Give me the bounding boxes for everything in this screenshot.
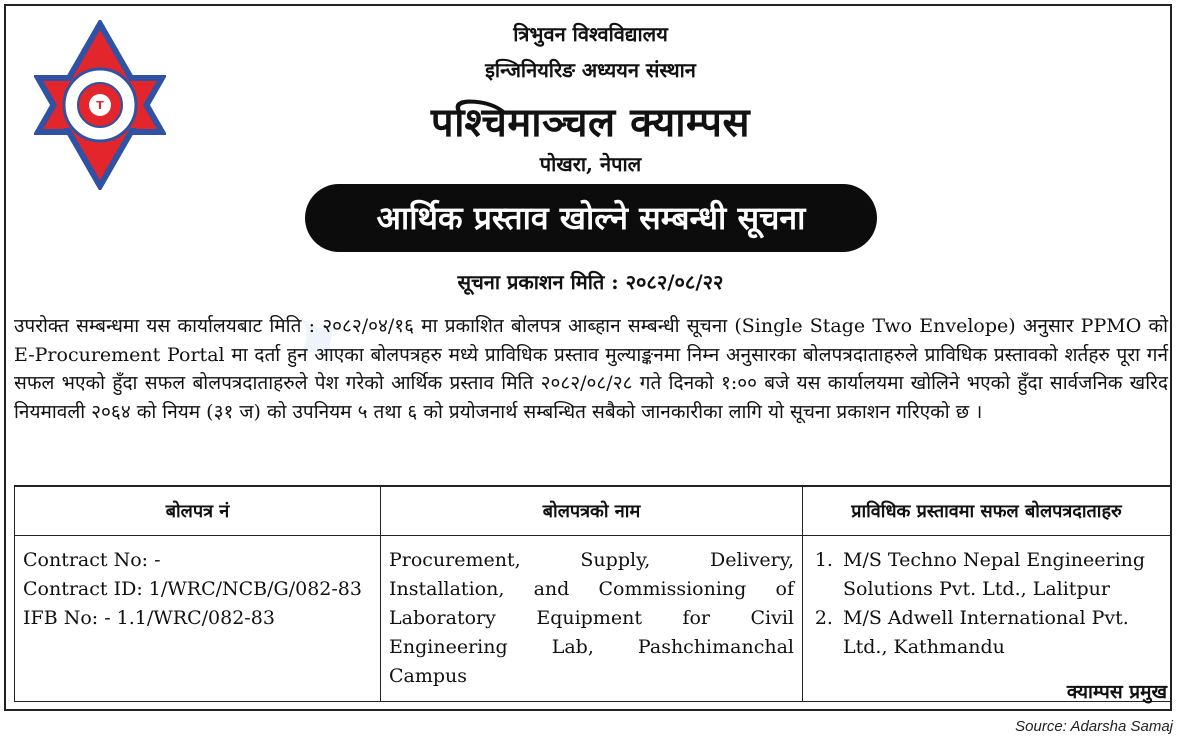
notice-title: आर्थिक प्रस्ताव खोल्ने सम्बन्धी सूचना (305, 184, 877, 252)
bid-number-cell (15, 536, 381, 702)
header-bid-number: बोलपत्र नं (15, 486, 381, 536)
table-row (15, 536, 1171, 702)
header-bid-name: बोलपत्रको नाम (381, 486, 803, 536)
list-item: 1. M/S Techno Nepal Engineering Solutions Pvt. Ltd., Lalitpur (839, 546, 1162, 604)
contract-no: Contract No: - (23, 549, 161, 571)
notice-body: उपरोक्त सम्बन्धमा यस कार्यालयबाट मिति : २०८२/०४/१६ मा प्रकाशित बोलपत्र आब्हान सम्बन्धी सूचना (Single Stage Two Envelope) अनुसार PPMO को E-Procurement Portal मा दर्ता हुन आएका बोलपत्रहरु मध्ये प्राविधिक प्रस्ताव मुल्याङ्कनमा निम्न अनुसारका बोलपत्रदाताहरुले प्राविधिक प्रस्तावको शर्तहरु पूरा गर्न सफल भएको हुँदा सफल बोलपत्रदाताहरुले पेश गरेको आर्थिक प्रस्ताव मिति २०८२/०८/२८ गते दिनको १:०० बजे यस कार्यालयमा खोलिने भएको हुँदा सार्वजनिक खरिद नियमावली २०६४ को नियम (३१ ज) को उपनियम ५ तथा ६ को प्रयोजनार्थ सम्बन्धित सबैको जानकारीका लागि यो सूचना प्रकाशन गरिएको छ । (14, 315, 1168, 423)
bidder-list (811, 546, 1162, 662)
svg-text:T: T (96, 99, 104, 112)
contract-id: Contract ID: 1/WRC/NCB/G/082-83 (23, 578, 362, 600)
signatory: क्याम्पस प्रमुख (1066, 681, 1167, 703)
ifb-no: IFB No: - 1.1/WRC/082-83 (23, 607, 275, 629)
institute-name: इन्जिनियरिङ अध्ययन संस्थान (485, 58, 696, 82)
header-successful-bidders: प्राविधिक प्रस्तावमा सफल बोलपत्रदाताहरु (803, 486, 1171, 536)
bid-table (14, 485, 1171, 702)
table-header-row (15, 486, 1171, 536)
publish-date: सूचना प्रकाशन मिति : २०८२/०८/२२ (457, 270, 724, 294)
source-credit: Source: Adarsha Samaj (1015, 718, 1173, 735)
bidders-cell (803, 536, 1171, 702)
campus-location: पोखरा, नेपाल (539, 152, 642, 176)
university-name: त्रिभुवन विश्वविद्यालय (513, 22, 668, 46)
list-item: 2. M/S Adwell International Pvt. Ltd., Kathmandu (839, 604, 1162, 662)
bid-name-cell: Procurement, Supply, Delivery, Installation, and Commissioning of Laboratory Equipment for Civil Engineering Lab, Pashchimanchal Campus (381, 536, 803, 702)
campus-name: पश्चिमाञ्चल क्याम्पस (430, 99, 751, 146)
